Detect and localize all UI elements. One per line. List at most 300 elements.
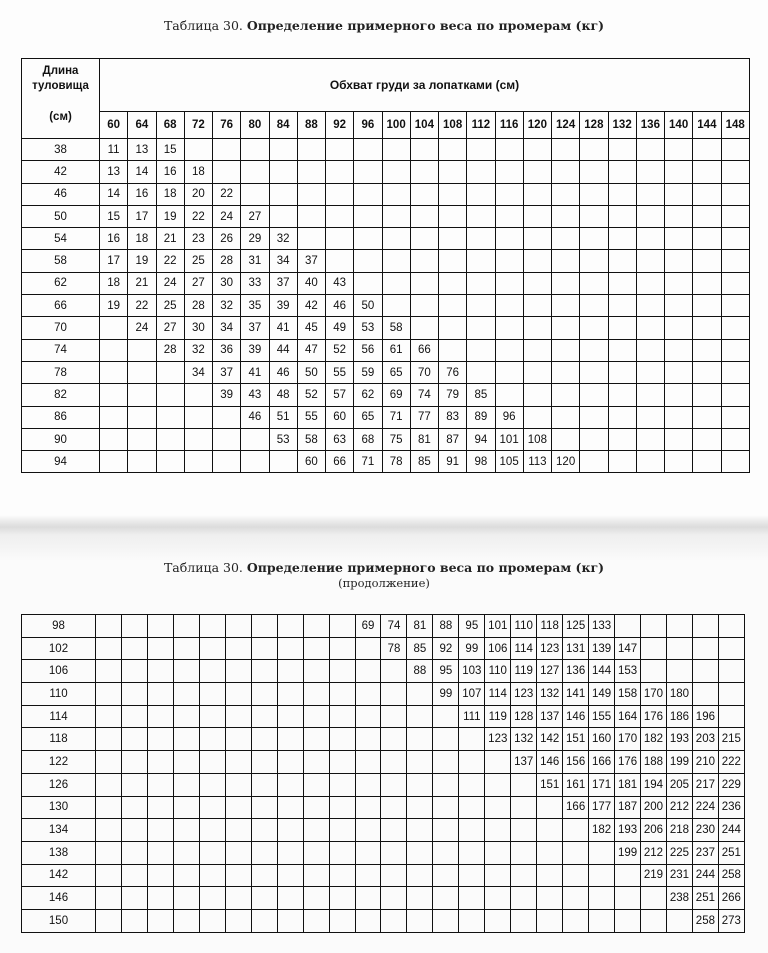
table-cell (580, 317, 608, 339)
table-cell (665, 406, 693, 428)
table-cell: 101 (495, 428, 523, 450)
table-cell (303, 751, 329, 774)
table-cell: 15 (100, 205, 128, 227)
table-cell: 16 (128, 183, 156, 205)
table-cell (277, 637, 303, 660)
table-cell: 48 (269, 384, 297, 406)
table-cell (354, 272, 382, 294)
table-cell (467, 183, 495, 205)
table-cell (277, 887, 303, 910)
table-cell (199, 796, 225, 819)
table-cell (382, 139, 410, 161)
table-cell (433, 705, 459, 728)
table-cell: 25 (184, 250, 212, 272)
table-cell (693, 295, 721, 317)
table-cell (173, 864, 199, 887)
table-cell (381, 909, 407, 932)
table-cell: 273 (718, 909, 744, 932)
table-cell: 21 (156, 228, 184, 250)
table-cell (225, 615, 251, 638)
table-cell (721, 272, 749, 294)
table-cell (303, 683, 329, 706)
column-header: 76 (213, 112, 241, 139)
row-header: 62 (22, 272, 100, 294)
table-cell (636, 406, 664, 428)
table-cell (100, 428, 128, 450)
table-cell: 181 (615, 773, 641, 796)
table-cell (615, 864, 641, 887)
table-cell: 53 (354, 317, 382, 339)
table-cell: 44 (269, 339, 297, 361)
row-header: 42 (22, 161, 100, 183)
row-header: 142 (22, 864, 96, 887)
title-prefix: Таблица 30. (163, 18, 243, 33)
table-cell (121, 819, 147, 842)
table-cell (580, 272, 608, 294)
table-cell: 41 (269, 317, 297, 339)
table-cell: 110 (485, 660, 511, 683)
table-cell (563, 841, 589, 864)
table-cell: 94 (467, 428, 495, 450)
table-cell: 251 (718, 841, 744, 864)
table-cell (511, 796, 537, 819)
table-cell: 27 (156, 317, 184, 339)
table-cell: 158 (615, 683, 641, 706)
table-cell (128, 451, 156, 473)
table-cell (277, 683, 303, 706)
table-cell (485, 773, 511, 796)
table-cell (537, 887, 563, 910)
table-cell: 58 (297, 428, 325, 450)
table-cell (199, 751, 225, 774)
table-cell (410, 205, 438, 227)
table-cell (433, 773, 459, 796)
table-cell (128, 406, 156, 428)
table-cell (213, 406, 241, 428)
table-cell (485, 909, 511, 932)
table-cell (407, 887, 433, 910)
table-cell (96, 615, 122, 638)
table-cell (608, 361, 636, 383)
table-cell (511, 864, 537, 887)
column-header: 80 (241, 112, 269, 139)
table-cell: 46 (269, 361, 297, 383)
table-cell (225, 705, 251, 728)
table-cell: 39 (269, 295, 297, 317)
table-cell (433, 728, 459, 751)
table-cell (213, 428, 241, 450)
table-cell (355, 887, 381, 910)
table-cell (147, 705, 173, 728)
table-cell: 27 (184, 272, 212, 294)
table-cell (563, 887, 589, 910)
table-cell (485, 796, 511, 819)
table-cell (329, 887, 355, 910)
table-cell (407, 728, 433, 751)
row-header: 58 (22, 250, 100, 272)
table-cell: 47 (297, 339, 325, 361)
table-row (22, 683, 745, 706)
table-cell: 105 (495, 451, 523, 473)
table-cell (552, 339, 580, 361)
table-cell (303, 909, 329, 932)
table-cell (439, 317, 467, 339)
table-cell: 41 (241, 361, 269, 383)
table-cell: 63 (326, 428, 354, 450)
table-cell (552, 272, 580, 294)
table-cell (410, 183, 438, 205)
table-cell (381, 819, 407, 842)
table-cell (199, 660, 225, 683)
table-cell: 123 (485, 728, 511, 751)
table-cell (213, 451, 241, 473)
table-cell (199, 887, 225, 910)
table-cell (225, 819, 251, 842)
table-cell (173, 728, 199, 751)
table-cell (718, 683, 744, 706)
table-cell (381, 728, 407, 751)
weight-table-part1 (21, 58, 750, 473)
table-cell (439, 295, 467, 317)
table-cell: 147 (615, 637, 641, 660)
table-cell (433, 751, 459, 774)
table-cell (128, 361, 156, 383)
table-cell (608, 161, 636, 183)
table-cell: 45 (297, 317, 325, 339)
table-row (22, 615, 745, 638)
title-main: Определение примерного веса по промерам (кг) (246, 18, 605, 33)
table-cell (523, 295, 551, 317)
table-cell: 156 (563, 751, 589, 774)
table-cell (251, 864, 277, 887)
table-cell (269, 451, 297, 473)
table-cell (580, 183, 608, 205)
table-cell (121, 909, 147, 932)
table-cell: 258 (718, 864, 744, 887)
table-row (22, 819, 745, 842)
table-cell: 155 (589, 705, 615, 728)
table-cell (467, 139, 495, 161)
table-cell (121, 637, 147, 660)
table-cell (467, 272, 495, 294)
column-header: 100 (382, 112, 410, 139)
table-cell (495, 272, 523, 294)
table-cell: 149 (589, 683, 615, 706)
table-cell: 53 (269, 428, 297, 450)
table-cell (608, 250, 636, 272)
table-cell (511, 909, 537, 932)
table-cell (329, 637, 355, 660)
table-cell (303, 705, 329, 728)
table-cell (297, 139, 325, 161)
table-cell (251, 841, 277, 864)
row-header: 50 (22, 205, 100, 227)
table-cell (615, 909, 641, 932)
row-header: 82 (22, 384, 100, 406)
table-cell (96, 705, 122, 728)
table-cell (251, 660, 277, 683)
table-cell (147, 909, 173, 932)
table-cell: 238 (666, 887, 692, 910)
table-cell (297, 228, 325, 250)
table-cell (692, 660, 718, 683)
table-cell (485, 819, 511, 842)
table-cell (147, 819, 173, 842)
table-cell (636, 317, 664, 339)
table-cell (563, 909, 589, 932)
table-cell: 92 (433, 637, 459, 660)
column-header: 124 (552, 112, 580, 139)
table-cell (407, 796, 433, 819)
table-cell (692, 683, 718, 706)
table-cell: 91 (439, 451, 467, 473)
table-row (22, 205, 750, 227)
table-cell: 205 (666, 773, 692, 796)
table-cell: 55 (297, 406, 325, 428)
table-cell (665, 183, 693, 205)
table-cell (213, 139, 241, 161)
table-cell (552, 139, 580, 161)
table-cell (693, 205, 721, 227)
table-cell: 59 (354, 361, 382, 383)
table-cell (439, 228, 467, 250)
table-cell (721, 317, 749, 339)
table-cell (173, 796, 199, 819)
table-cell (269, 183, 297, 205)
table-cell: 20 (184, 183, 212, 205)
table-cell (636, 451, 664, 473)
table-cell: 193 (666, 728, 692, 751)
table-cell (184, 428, 212, 450)
table-cell (277, 796, 303, 819)
table-cell: 193 (615, 819, 641, 842)
table-cell (354, 250, 382, 272)
page-fold-gap (0, 515, 768, 561)
table-cell (382, 205, 410, 227)
table-cell (439, 250, 467, 272)
table-cell (184, 384, 212, 406)
table-row (22, 637, 745, 660)
column-header: 144 (693, 112, 721, 139)
table-cell (277, 773, 303, 796)
table-cell: 42 (297, 295, 325, 317)
table-cell (156, 384, 184, 406)
row-header: 110 (22, 683, 96, 706)
table-cell: 151 (563, 728, 589, 751)
table-cell: 16 (100, 228, 128, 250)
table-cell (580, 339, 608, 361)
table-cell (439, 139, 467, 161)
table-cell (173, 751, 199, 774)
table-cell (608, 228, 636, 250)
table-cell (467, 295, 495, 317)
table-cell: 24 (156, 272, 184, 294)
table-cell (467, 161, 495, 183)
table-cell: 79 (439, 384, 467, 406)
table-cell: 99 (459, 637, 485, 660)
table-row (22, 183, 750, 205)
table-cell: 36 (213, 339, 241, 361)
table-cell (552, 295, 580, 317)
table-cell (692, 615, 718, 638)
table-cell (665, 295, 693, 317)
table-cell (433, 864, 459, 887)
table-cell (173, 841, 199, 864)
table-cell: 266 (718, 887, 744, 910)
table-cell (693, 272, 721, 294)
table-cell (213, 161, 241, 183)
table-cell: 251 (692, 887, 718, 910)
table-cell (608, 205, 636, 227)
title-prefix-continued: Таблица 30. (163, 560, 243, 575)
table-cell (199, 841, 225, 864)
table-cell (693, 361, 721, 383)
table-cell (467, 361, 495, 383)
table-cell: 125 (563, 615, 589, 638)
table-cell (608, 428, 636, 450)
table-cell (693, 161, 721, 183)
table-cell (495, 250, 523, 272)
table-cell (100, 384, 128, 406)
table-cell (721, 250, 749, 272)
table-cell: 37 (213, 361, 241, 383)
column-header: 88 (297, 112, 325, 139)
table-cell: 85 (407, 637, 433, 660)
table-cell (121, 773, 147, 796)
table-cell (608, 406, 636, 428)
table-cell (459, 796, 485, 819)
row-header: 86 (22, 406, 100, 428)
table-cell: 52 (297, 384, 325, 406)
column-header: 120 (523, 112, 551, 139)
column-header: 148 (721, 112, 749, 139)
table-cell (485, 841, 511, 864)
table-cell (495, 228, 523, 250)
table-cell (552, 361, 580, 383)
table-cell (156, 406, 184, 428)
table-cell: 22 (213, 183, 241, 205)
table-cell: 22 (184, 205, 212, 227)
table-row (22, 728, 745, 751)
table-cell: 50 (354, 295, 382, 317)
table-cell (407, 841, 433, 864)
table-cell (326, 139, 354, 161)
table-cell (693, 250, 721, 272)
table-cell (355, 705, 381, 728)
table-cell: 13 (100, 161, 128, 183)
column-header: 116 (495, 112, 523, 139)
table-cell: 68 (354, 428, 382, 450)
table-cell: 114 (485, 683, 511, 706)
table-cell: 25 (156, 295, 184, 317)
table-cell: 78 (382, 451, 410, 473)
table-cell: 222 (718, 751, 744, 774)
table-title-bottom (0, 560, 768, 575)
column-header: 64 (128, 112, 156, 139)
table-cell (407, 751, 433, 774)
table-cell (580, 205, 608, 227)
table-cell (495, 295, 523, 317)
table-cell (381, 773, 407, 796)
table-cell: 132 (537, 683, 563, 706)
table-cell: 43 (241, 384, 269, 406)
table-cell: 18 (156, 183, 184, 205)
table-cell: 95 (433, 660, 459, 683)
table-cell (407, 864, 433, 887)
table-cell (147, 841, 173, 864)
table-cell: 32 (184, 339, 212, 361)
row-header: 114 (22, 705, 96, 728)
table-cell (277, 909, 303, 932)
column-header: 140 (665, 112, 693, 139)
table-cell (251, 796, 277, 819)
table-cell: 31 (241, 250, 269, 272)
table-cell (636, 250, 664, 272)
table-cell: 119 (511, 660, 537, 683)
table-cell (523, 361, 551, 383)
table-row (22, 887, 745, 910)
table-cell: 75 (382, 428, 410, 450)
table-cell (382, 183, 410, 205)
table-row (22, 660, 745, 683)
table-cell (589, 909, 615, 932)
table-cell: 46 (326, 295, 354, 317)
table-cell (552, 384, 580, 406)
table-cell (552, 250, 580, 272)
table-cell (355, 683, 381, 706)
table-cell (225, 751, 251, 774)
table-cell: 27 (241, 205, 269, 227)
table-row (22, 773, 745, 796)
table-cell: 32 (269, 228, 297, 250)
table-cell: 37 (297, 250, 325, 272)
table-cell (96, 796, 122, 819)
weight-table-part2 (21, 614, 745, 933)
table-cell (692, 637, 718, 660)
table-cell (156, 451, 184, 473)
table-cell (147, 683, 173, 706)
table-cell: 16 (156, 161, 184, 183)
table-cell (563, 819, 589, 842)
table-cell (523, 205, 551, 227)
table-cell (225, 637, 251, 660)
table-cell (96, 819, 122, 842)
table-cell: 141 (563, 683, 589, 706)
table-cell: 144 (589, 660, 615, 683)
table-cell: 166 (563, 796, 589, 819)
table-cell: 40 (297, 272, 325, 294)
table-cell: 230 (692, 819, 718, 842)
table-cell: 34 (269, 250, 297, 272)
row-header: 150 (22, 909, 96, 932)
table-cell (665, 228, 693, 250)
table-cell (381, 841, 407, 864)
table-cell: 24 (128, 317, 156, 339)
table-cell (580, 361, 608, 383)
table-cell (303, 864, 329, 887)
table-cell (721, 361, 749, 383)
row-header: 46 (22, 183, 100, 205)
table-cell (523, 384, 551, 406)
table-cell (251, 683, 277, 706)
table-cell (329, 683, 355, 706)
table-cell: 17 (128, 205, 156, 227)
table-cell: 123 (537, 637, 563, 660)
table-cell (147, 773, 173, 796)
row-header: 138 (22, 841, 96, 864)
table-cell (511, 841, 537, 864)
table-cell: 89 (467, 406, 495, 428)
